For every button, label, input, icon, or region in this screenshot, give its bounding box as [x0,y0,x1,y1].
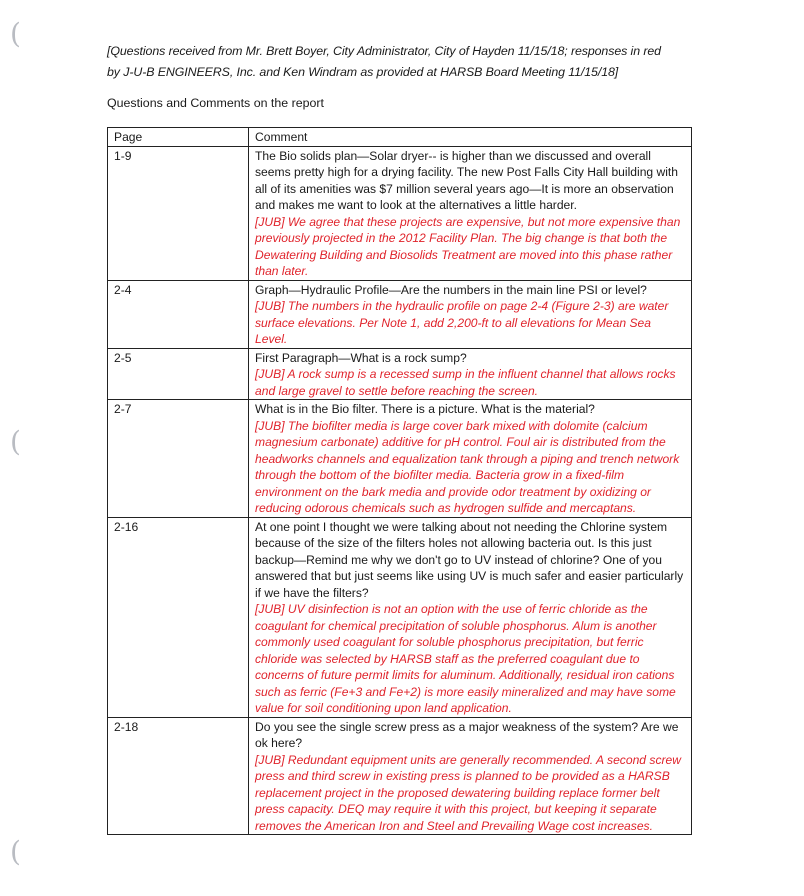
punch-hole-mark: ( [10,835,21,868]
comments-table [107,127,692,835]
question-text: First Paragraph—What is a rock sump? [255,350,467,365]
table-header-row [108,128,692,147]
question-text: The Bio solids plan—Solar dryer-- is higher than we discussed and overall seems pretty high for a drying facility. The new Post Falls City Hall building with all of its amenities was $7 million several years ago—It is more an observation and makes me want to look at the alternatives a little harder. [255,148,679,212]
response-text: [JUB] The biofilter media is large cover bark mixed with dolomite (calcium magnesium carbonate) additive for pH control. Foul air is distributed from the headworks channels and equalization tank through a piping and trench network through the bottom of the biofilter media. Bacteria grow in a fixed-film environment on the bark media and provide odor treatment by oxidizing or reducing odorous chemicals such as hydrogen sulfide and mercaptans. [255,418,680,515]
table-row [108,146,692,280]
table-row [108,280,692,348]
question-text: Graph—Hydraulic Profile—Are the numbers in the main line PSI or level? [255,282,647,297]
punch-hole-mark: ( [10,17,21,50]
response-text: [JUB] The numbers in the hydraulic profile on page 2-4 (Figure 2-3) are water surface elevations. Per Note 1, add 2,200-ft to all elevations for Mean Sea Level. [255,299,669,346]
page-cell: 1-9 [108,146,249,280]
section-heading: Questions and Comments on the report [107,96,324,110]
document-intro [107,41,707,83]
comment-cell [249,400,692,518]
page-cell: 2-7 [108,400,249,518]
page-cell: 2-18 [108,717,249,835]
comment-cell [249,146,692,280]
comment-cell [249,517,692,717]
page-cell: 2-16 [108,517,249,717]
comment-cell [249,717,692,835]
table-row [108,400,692,518]
punch-hole-mark: ( [10,425,21,458]
question-text: At one point I thought we were talking about not needing the Chlorine system because of the size of the filters holes not allowing bacteria out. Is this just backup—Remind me why we don't go to UV instead of chlorine? One of you answered that but just seems like using UV is much safer and easier particularly if we have the filters? [255,519,684,600]
response-text: [JUB] We agree that these projects are expensive, but not more expensive than previously projected in the 2012 Facility Plan. The big change is that both the Dewatering Building and Biosolids Treatment are moved into this phase rather than later. [255,214,681,278]
page-cell: 2-4 [108,280,249,348]
intro-line-2: by J-U-B ENGINEERS, Inc. and Ken Windram as provided at HARSB Board Meeting 11/15/18] [107,65,619,79]
question-text: What is in the Bio filter. There is a picture. What is the material? [255,402,595,416]
table-row [108,717,692,835]
response-text: [JUB] UV disinfection is not an option with the use of ferric chloride as the coagulant for chemical precipitation of soluble phosphorus. Alum is another commonly used coagulant for soluble phosphorus precipitation, but ferric chloride was selected by HARSB staff as the preferred coagulant due to concerns of future permit limits for aluminum. Additionally, residual iron cations such as ferric (Fe+3 and Fe+2) is more easily mineralized and may have some value for soil conditioning upon land application. [255,602,676,715]
comment-cell [249,348,692,400]
header-page: Page [108,128,249,147]
response-text: [JUB] Redundant equipment units are generally recommended. A second screw press and third screw in existing press is planned to be provided as a HARSB replacement project in the proposed dewatering building replace former belt press capacity. DEQ may require it with this project, but keeping it separate removes the American Iron and Steel and Prevailing Wage cost increases. [255,752,681,833]
intro-line-1: [Questions received from Mr. Brett Boyer, City Administrator, City of Hayden 11/15/18; responses in red [107,44,661,58]
comment-cell [249,280,692,348]
page-cell: 2-5 [108,348,249,400]
response-text: [JUB] A rock sump is a recessed sump in the influent channel that allows rocks and large gravel to settle before reaching the screen. [255,367,676,398]
question-text: Do you see the single screw press as a major weakness of the system? Are we ok here? [255,719,679,750]
table-row [108,517,692,717]
table-row [108,348,692,400]
header-comment: Comment [249,128,692,147]
